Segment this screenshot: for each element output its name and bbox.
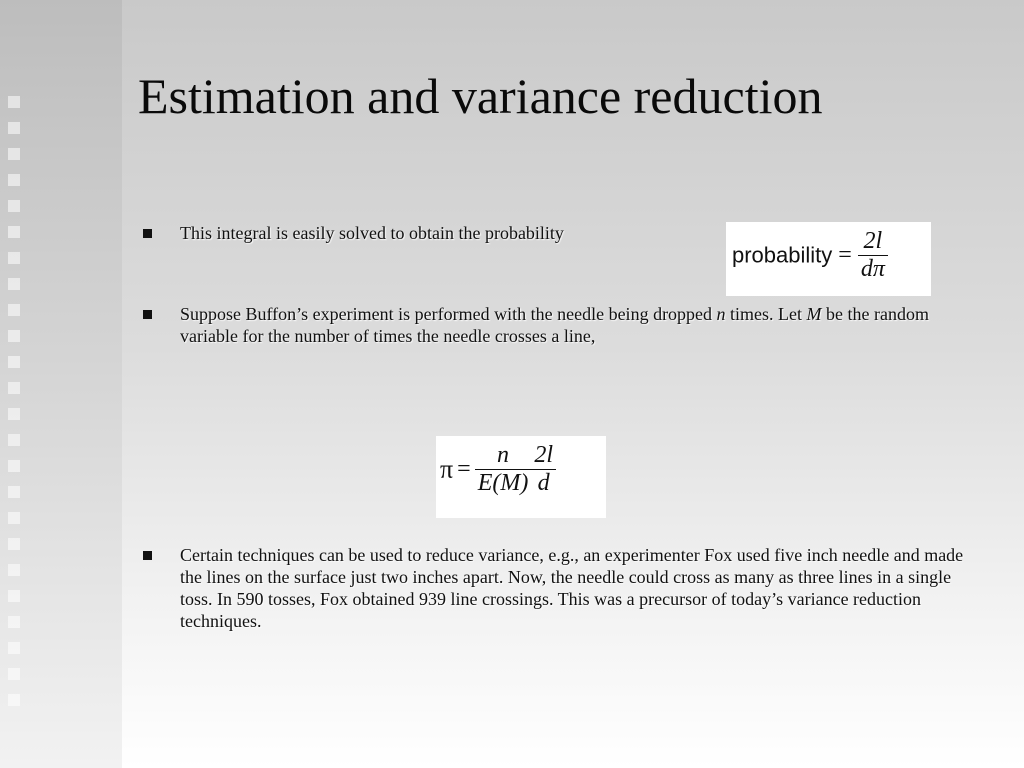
formula-pi <box>436 436 606 518</box>
decorative-squares <box>6 96 28 720</box>
bullet-text: This integral is easily solved to obtain the probability <box>180 223 564 243</box>
bullet-square-icon <box>143 229 152 238</box>
formula-fraction-1 <box>475 442 532 497</box>
formula-equals: = <box>457 456 471 482</box>
formula-lhs: π <box>440 454 454 484</box>
formula-numerator: 2l <box>858 228 888 256</box>
formula-fraction-2 <box>531 442 556 497</box>
bullet-square-icon <box>143 551 152 560</box>
bullet-text-part: be the random variable for the number of times the needle crosses a line, <box>180 304 929 346</box>
formula-denominator: dπ <box>860 256 885 282</box>
decorative-left-band <box>0 0 122 768</box>
formula-fraction <box>858 228 888 283</box>
formula-probability <box>726 222 931 296</box>
formula-denominator: E(M) <box>477 470 529 496</box>
formula-denominator: d <box>537 470 550 496</box>
bullet-text: Certain techniques can be used to reduce variance, e.g., an experimenter Fox used five inch needle and made the lines on the surface just two inches apart. Now, the needle could cross as many as three lines in a single toss. In 590 tosses, Fox obtained 939 line crossings. This was a precursor of today’s variance reduction techniques. <box>180 545 964 631</box>
formula-equals: = <box>838 242 852 268</box>
bullet-square-icon <box>143 310 152 319</box>
formula-numerator: n <box>475 442 532 470</box>
bullet-text-part: Suppose Buffon’s experiment is performed with the needle being dropped <box>180 304 717 324</box>
bullet-text <box>180 303 980 347</box>
variable-n: n <box>716 304 726 324</box>
slide-title: Estimation and variance reduction <box>138 68 823 124</box>
formula-lhs: probability <box>732 242 833 268</box>
formula-numerator: 2l <box>531 442 556 470</box>
variable-m: M <box>806 304 822 324</box>
bullet-text-part: times. Let <box>725 304 807 324</box>
